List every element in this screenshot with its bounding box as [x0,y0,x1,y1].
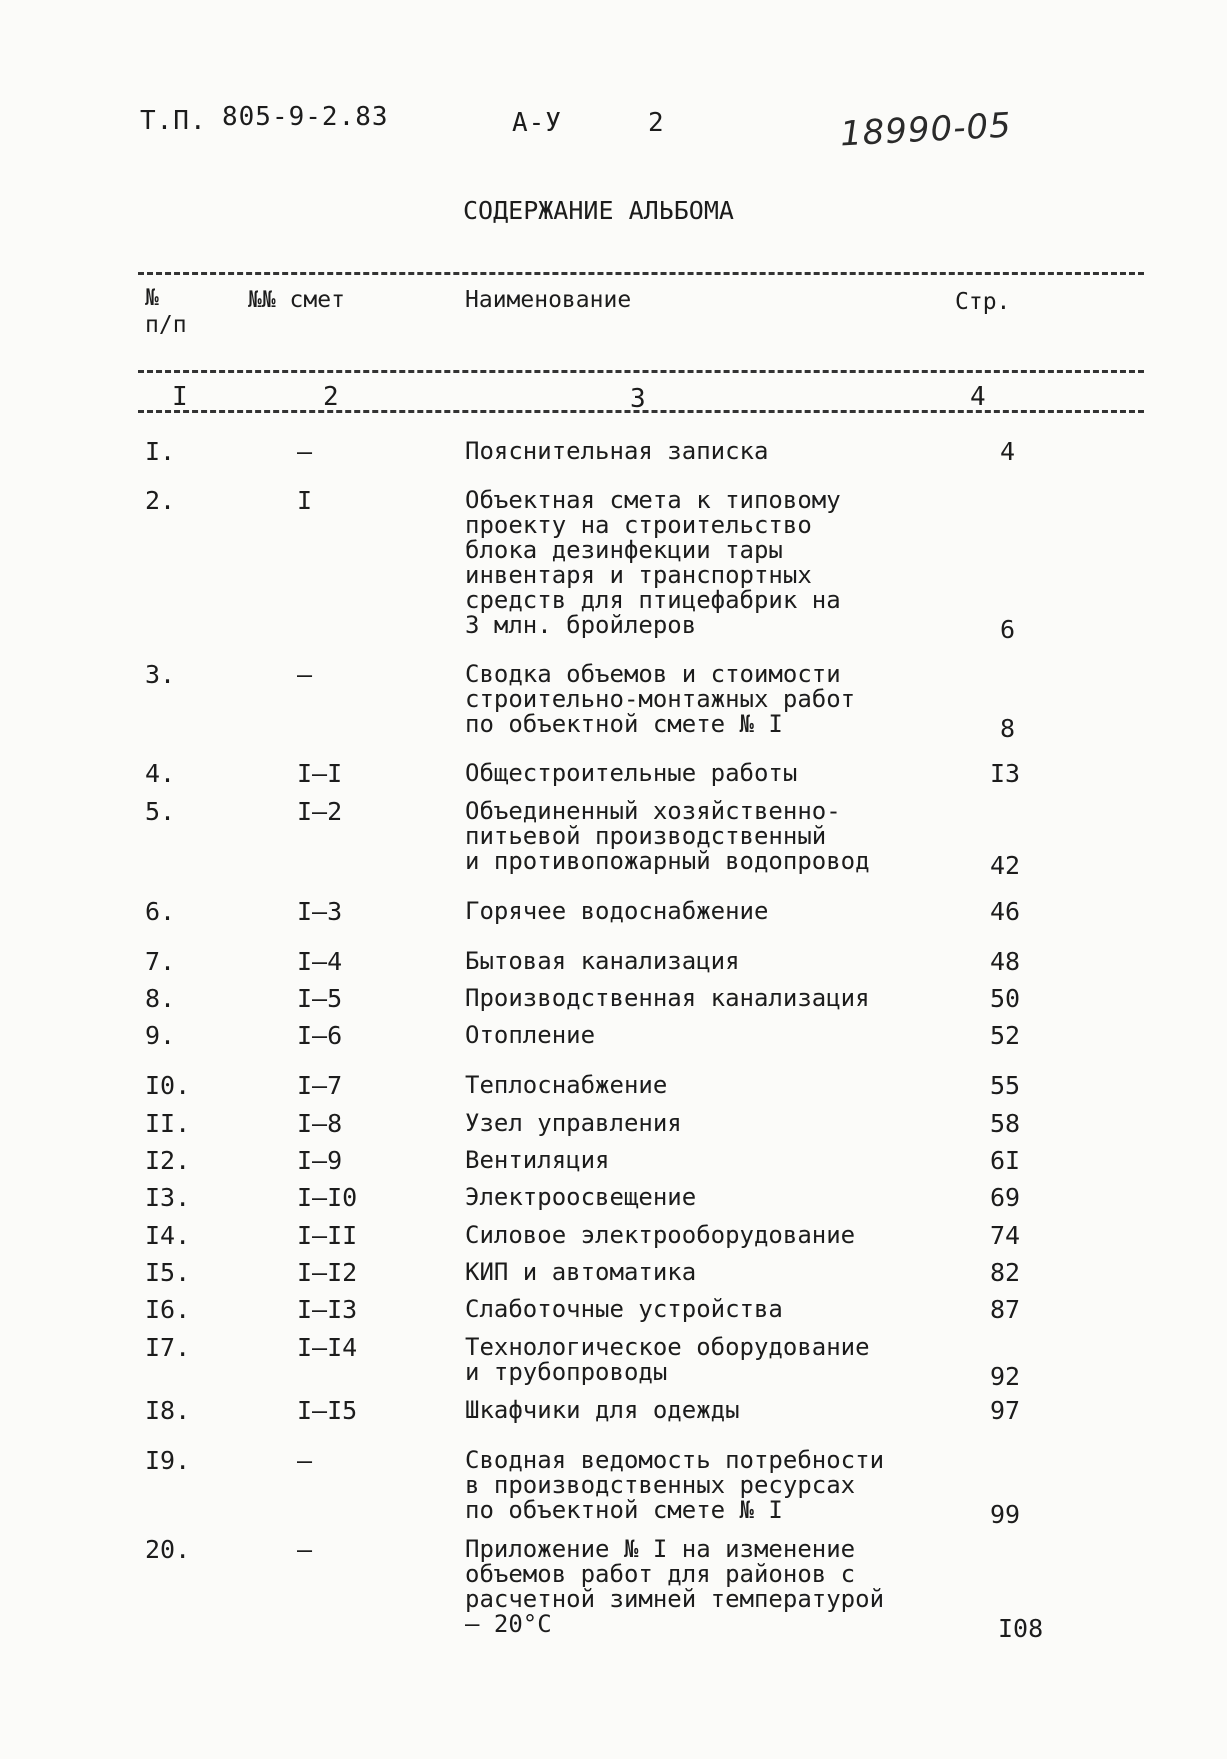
row-page: 8 [1000,714,1016,743]
col-header-page: Стр. [955,289,1011,315]
row-name: Отопление [465,1021,596,1049]
row-estimate: – [297,437,313,466]
col-header-estimate: №№ смет [248,287,345,313]
row-name: Объединенный хозяйственно- питьевой производственный и противопожарный водопровод [465,797,870,875]
row-estimate: I–I0 [297,1183,358,1212]
row-page: 50 [990,984,1021,1013]
row-number: 9. [145,1021,176,1050]
col-number-2: 2 [323,382,339,412]
sheet-number: 2 [648,108,665,138]
row-estimate: I–I5 [297,1396,358,1425]
row-estimate: I–4 [297,947,343,976]
document-title: СОДЕРЖАНИЕ АЛЬБОМА [463,196,734,225]
tp-label: Т.П. [140,106,207,136]
row-estimate: I–II [297,1221,358,1250]
row-name: КИП и автоматика [465,1258,697,1286]
row-estimate: – [297,1535,313,1564]
row-name: Общестроительные работы [465,759,798,787]
row-page: 48 [990,947,1021,976]
row-page: 74 [990,1221,1021,1250]
row-name: Сводка объемов и стоимости строительно-монтажных работ по объектной смете № I [465,660,856,738]
row-number: I. [145,437,176,466]
row-estimate: I–I4 [297,1333,358,1362]
row-number: I9. [145,1446,191,1475]
row-page: 99 [990,1500,1021,1529]
row-name: Вентиляция [465,1146,610,1174]
row-page: 58 [990,1109,1021,1138]
row-name: Электроосвещение [465,1183,697,1211]
row-name: Объектная смета к типовому проекту на строительство блока дезинфекции тары инвентаря и транспортных средств для птицефабрик на 3 млн. бройлеров [465,486,841,639]
row-number: I4. [145,1221,191,1250]
row-page: 82 [990,1258,1021,1287]
col-number-1: I [172,382,188,412]
row-name: Силовое электрооборудование [465,1221,856,1249]
row-page: 42 [990,851,1021,880]
row-number: II. [145,1109,191,1138]
row-number: 2. [145,486,176,515]
row-page: 52 [990,1021,1021,1050]
col-number-3: 3 [630,384,646,414]
row-number: 7. [145,947,176,976]
row-page: I08 [998,1614,1044,1643]
row-name: Пояснительная записка [465,437,769,465]
row-name: Теплоснабжение [465,1071,668,1099]
row-page: 6I [990,1146,1021,1175]
row-name: Узел управления [465,1109,682,1137]
row-estimate: I–3 [297,897,343,926]
row-estimate: – [297,1446,313,1475]
row-page: 92 [990,1362,1021,1391]
row-number: I0. [145,1071,191,1100]
row-page: 97 [990,1396,1021,1425]
row-page: 69 [990,1183,1021,1212]
row-number: 8. [145,984,176,1013]
row-name: Производственная канализация [465,984,870,1012]
row-estimate: I [297,486,313,515]
row-estimate: I–6 [297,1021,343,1050]
row-number: I3. [145,1183,191,1212]
row-estimate: I–8 [297,1109,343,1138]
row-name: Бытовая канализация [465,947,740,975]
row-page: 6 [1000,615,1016,644]
row-name: Слаботочные устройства [465,1295,783,1323]
header-rule [138,370,1144,373]
inventory-number: 18990-05 [839,105,1013,155]
row-estimate: I–5 [297,984,343,1013]
row-name: Технологическое оборудование и трубопроводы [465,1333,870,1386]
col-number-4: 4 [970,382,986,412]
row-page: 55 [990,1071,1021,1100]
row-estimate: I–I2 [297,1258,358,1287]
row-page: I3 [990,759,1021,788]
row-number: I8. [145,1396,191,1425]
row-number: I2. [145,1146,191,1175]
album-code: А-У [512,108,562,138]
row-number: I6. [145,1295,191,1324]
row-page: 87 [990,1295,1021,1324]
row-estimate: I–7 [297,1071,343,1100]
column-numbers-rule [138,410,1144,413]
row-name: Сводная ведомость потребности в производственных ресурсах по объектной смете № I [465,1446,885,1524]
row-page: 4 [1000,437,1016,466]
row-name: Приложение № I на изменение объемов работ для районов с расчетной зимней температурой – 20°С [465,1535,885,1638]
row-estimate: – [297,660,313,689]
row-number: 3. [145,660,176,689]
row-estimate: I–I3 [297,1295,358,1324]
row-name: Горячее водоснабжение [465,897,769,925]
row-estimate: I–9 [297,1146,343,1175]
row-name: Шкафчики для одежды [465,1396,740,1424]
row-number: I5. [145,1258,191,1287]
row-number: 6. [145,897,176,926]
row-number: 5. [145,797,176,826]
col-header-num: № п/п [145,285,187,338]
tp-number: 805-9-2.83 [222,102,389,132]
row-number: I7. [145,1333,191,1362]
row-number: 4. [145,759,176,788]
row-estimate: I–2 [297,797,343,826]
row-number: 20. [145,1535,191,1564]
row-page: 46 [990,897,1021,926]
row-estimate: I–I [297,759,343,788]
col-header-name: Наименование [465,287,632,313]
table-top-rule [138,272,1144,275]
